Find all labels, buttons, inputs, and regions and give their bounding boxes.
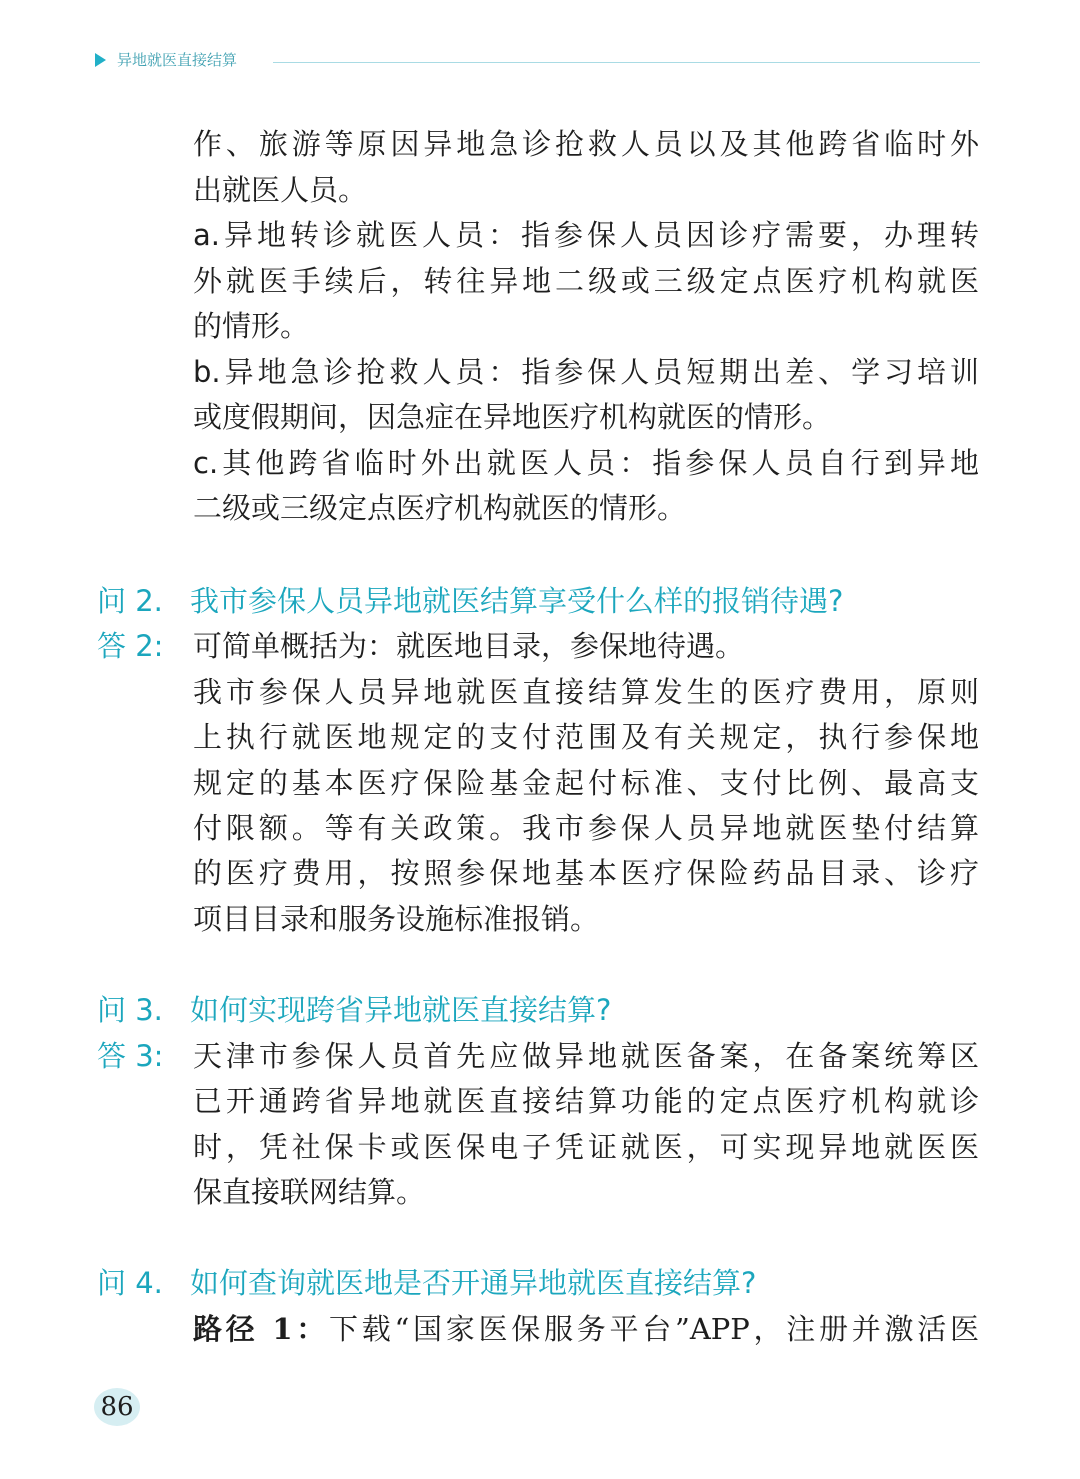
answer-2-line: 付限额。等有关政策。我市参保人员异地就医垫付结算 [193,811,979,845]
triangle-marker-icon [95,53,106,67]
answer-2-line: 我市参保人员异地就医直接结算发生的医疗费用，原则 [193,675,979,709]
definition-a-line: 外就医手续后，转往异地二级或三级定点医疗机构就医 [193,264,979,298]
definition-b-line [193,352,979,392]
answer-3-label: 答 3: [97,1039,164,1073]
answer-2-line: 可简单概括为：就医地目录，参保地待遇。 [193,629,745,663]
definition-c-text: 其他跨省临时外出就医人员：指参保人员自行到异地 [218,446,979,480]
question-3-label: 问 3. [97,993,163,1027]
answer-2-line: 上执行就医地规定的支付范围及有关规定，执行参保地 [193,720,979,754]
definition-c-marker: c. [193,446,219,480]
definition-b-text: 异地急诊抢救人员：指参保人员短期出差、学习培训 [220,355,979,389]
answer-3-line: 天津市参保人员首先应做异地就医备案，在备案统筹区 [193,1039,979,1073]
definition-c-line: 二级或三级定点医疗机构就医的情形。 [193,491,687,525]
definition-a-line: 的情形。 [193,309,310,343]
definition-c-line [193,443,979,483]
question-2-text: 我市参保人员异地就医结算享受什么样的报销待遇? [190,584,844,618]
answer-2-label: 答 2: [97,629,164,663]
question-2-label: 问 2. [97,584,163,618]
question-4-label: 问 4. [97,1266,163,1300]
header-divider [273,62,980,63]
running-header-title: 异地就医直接结算 [117,51,238,69]
intro-line: 作、旅游等原因异地急诊抢救人员以及其他跨省临时外 [193,127,979,161]
answer-3-line: 已开通跨省异地就医直接结算功能的定点医疗机构就诊 [193,1084,979,1118]
answer-2-line: 的医疗费用，按照参保地基本医疗保险药品目录、诊疗 [193,856,979,890]
intro-line: 出就医人员。 [193,173,368,207]
definition-a-line [193,215,979,255]
answer-3-line: 时，凭社保卡或医保电子凭证就医，可实现异地就医医 [193,1130,979,1164]
path-1-line [193,1309,979,1349]
path-1-label: 路径 1： [193,1312,329,1346]
answer-2-line: 规定的基本医疗保险基金起付标准、支付比例、最高支 [193,766,979,800]
definition-a-marker: a. [193,218,220,252]
page-number: 86 [94,1388,140,1426]
definition-b-line: 或度假期间，因急症在异地医疗机构就医的情形。 [193,400,832,434]
definition-a-text: 异地转诊就医人员：指参保人员因诊疗需要，办理转 [220,218,979,252]
answer-3-line: 保直接联网结算。 [193,1175,426,1209]
question-4-text: 如何查询就医地是否开通异地就医直接结算? [190,1266,757,1300]
definition-b-marker: b. [193,355,221,389]
running-header [95,46,980,76]
path-1-text: 下载“国家医保服务平台”APP，注册并激活医 [329,1312,979,1346]
answer-2-line: 项目目录和服务设施标准报销。 [193,902,600,936]
question-3-text: 如何实现跨省异地就医直接结算? [190,993,612,1027]
